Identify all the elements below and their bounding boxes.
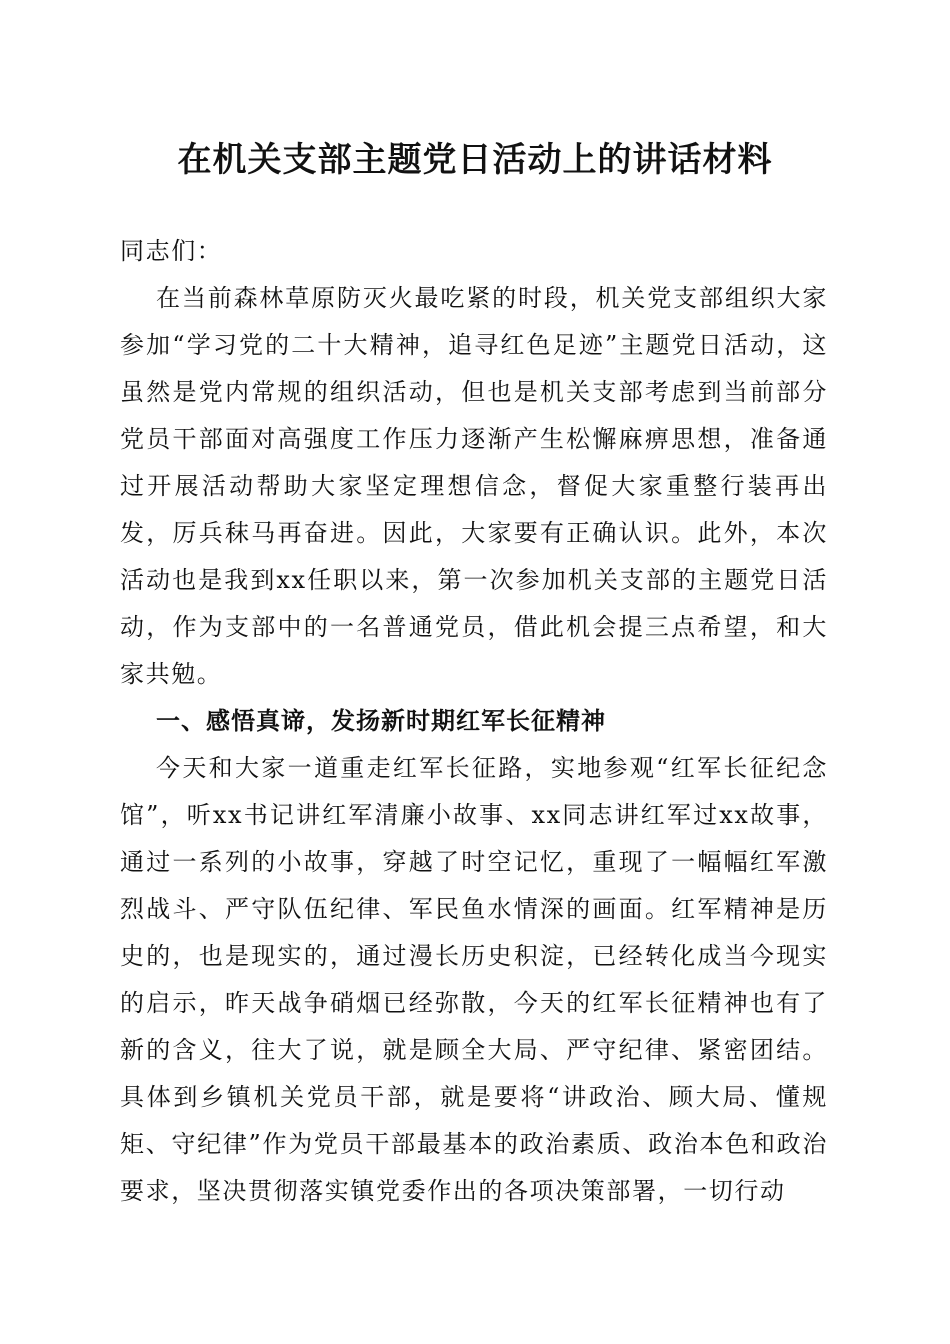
document-title: 在机关支部主题党日活动上的讲话材料 bbox=[177, 140, 773, 180]
document-body bbox=[120, 228, 828, 1215]
intro-paragraph: 在当前森林草原防灭火最吃紧的时段，机关党支部组织大家参加“学习党的二十大精神，追寻红色足迹”主题党日活动，这虽然是党内常规的组织活动，但也是机关支部考虑到当前部分党员干部面对高强度工作压力逐渐产生松懈麻痹思想，准备通过开展活动帮助大家坚定理想信念，督促大家重整行装再出发，厉兵秣马再奋进。因此，大家要有正确认识。此外，本次活动也是我到xx任职以来，第一次参加机关支部的主题党日活动，作为支部中的一名普通党员，借此机会提三点希望，和大家共勉。 bbox=[120, 284, 828, 688]
section-heading-1: 一、感悟真谛，发扬新时期红军长征精神 bbox=[156, 707, 606, 735]
salutation: 同志们： bbox=[120, 237, 223, 265]
section-1-paragraph: 今天和大家一道重走红军长征路，实地参观“红军长征纪念馆”，听xx书记讲红军清廉小故事、xx同志讲红军过xx故事，通过一系列的小故事，穿越了时空记忆，重现了一幅幅红军激烈战斗、严守队伍纪律、军民鱼水情深的画面。红军精神是历史的，也是现实的，通过漫长历史积淀，已经转化成当今现实的启示，昨天战争硝烟已经弥散，今天的红军长征精神也有了新的含义，往大了说，就是顾全大局、严守纪律、紧密团结。具体到乡镇机关党员干部，就是要将“讲政治、顾大局、懂规矩、守纪律”作为党员干部最基本的政治素质、政治本色和政治要求，坚决贯彻落实镇党委作出的各项决策部署，一切行动 bbox=[120, 754, 828, 1205]
